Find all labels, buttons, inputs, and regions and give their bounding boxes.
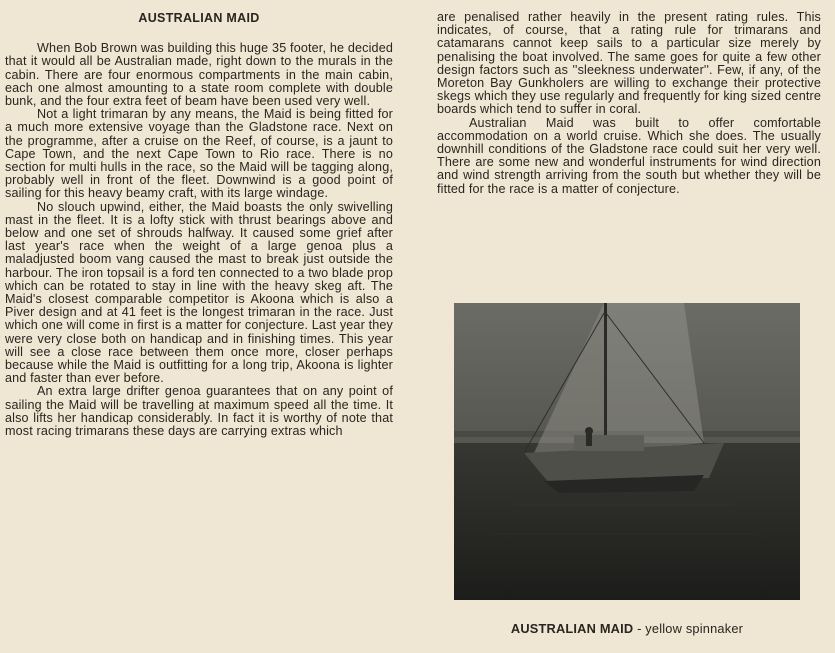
boat-photo-image xyxy=(454,303,800,600)
right-column xyxy=(437,0,821,196)
left-column xyxy=(5,0,393,438)
boat-photo xyxy=(454,303,800,600)
paragraph-intro: When Bob Brown was building this huge 35 footer, he decided that it would all be Australian made, right down to the murals in the cabin. There are four enormous compartments in the main cabin, each one almost amounting to a state room complete with double bunk, and the four extra feet of beam have been used very well. xyxy=(5,41,393,109)
caption-description: - yellow spinnaker xyxy=(633,621,744,636)
article-title: AUSTRALIAN MAID xyxy=(138,11,260,25)
paragraph-rating-rules: are penalised rather heavily in the present rating rules. This indicates, of course, that a rating rule for trimarans and catamarans cannot keep sails to a particular size merely by penalising the boat involved. The same goes for quite a few other design factors such as ''sleekness underwater''. Few, if any, of the Moreton Bay Gunkholers are willing to exchange their protective skegs which they use regularly and frequently for king sized centre boards which tend to suffer in coral. xyxy=(437,10,821,117)
paragraph-genoa: An extra large drifter genoa guarantees that on any point of sailing the Maid will be travelling at maximum speed all the time. It also lifts her handicap considerably. In fact it is worthy of note that most racing trimarans these days are carrying extras which xyxy=(5,384,393,439)
paragraph-mast: No slouch upwind, either, the Maid boasts the only swivelling mast in the fleet. It is a lofty stick with thrust bearings above and below and one set of shrouds halfway. It caused some grief after last year's race when the weight of a large genoa plus a maladjusted boom vang caused the mast to break just outside the harbour. The iron topsail is a ford ten connected to a two blade prop which can be rotated to stay in line with the heavy skeg aft. The Maid's closest comparable competitor is Akoona which is also a Piver design and at 41 feet is the longest trimaran in the race. Just which one will come in first is a matter for conjecture. Last year they were very close both on handicap and in finishing times. This year will see a close race between them once more, closer perhaps because while the Maid is outfitting for a long trip, Akoona is lighter and faster than ever before. xyxy=(5,199,393,386)
photo-caption xyxy=(454,621,800,636)
paragraph-voyage: Not a light trimaran by any means, the Maid is being fitted for a much more extensive voyage than the Gladstone race. Next on the programme, after a cruise on the Reef, of course, is a jaunt to Cape Town, and the next Cape Town to Rio race. There is no section for multi hulls in the race, so the Maid will be tagging along, probably well in front of the fleet. Downwind is a good point of sailing for this heavy beamy craft, with its large windage. xyxy=(5,107,393,201)
paragraph-cruise: Australian Maid was built to offer comfortable accommodation on a world cruise. Which she does. The usually downhill conditions of the Gladstone race could suit her very well. There are some new and wonderful instruments for wind direction and wind strength arriving from the south but whether they will be fitted for the race is a matter of conjecture. xyxy=(437,115,821,196)
caption-boat-name: AUSTRALIAN MAID xyxy=(510,621,634,636)
